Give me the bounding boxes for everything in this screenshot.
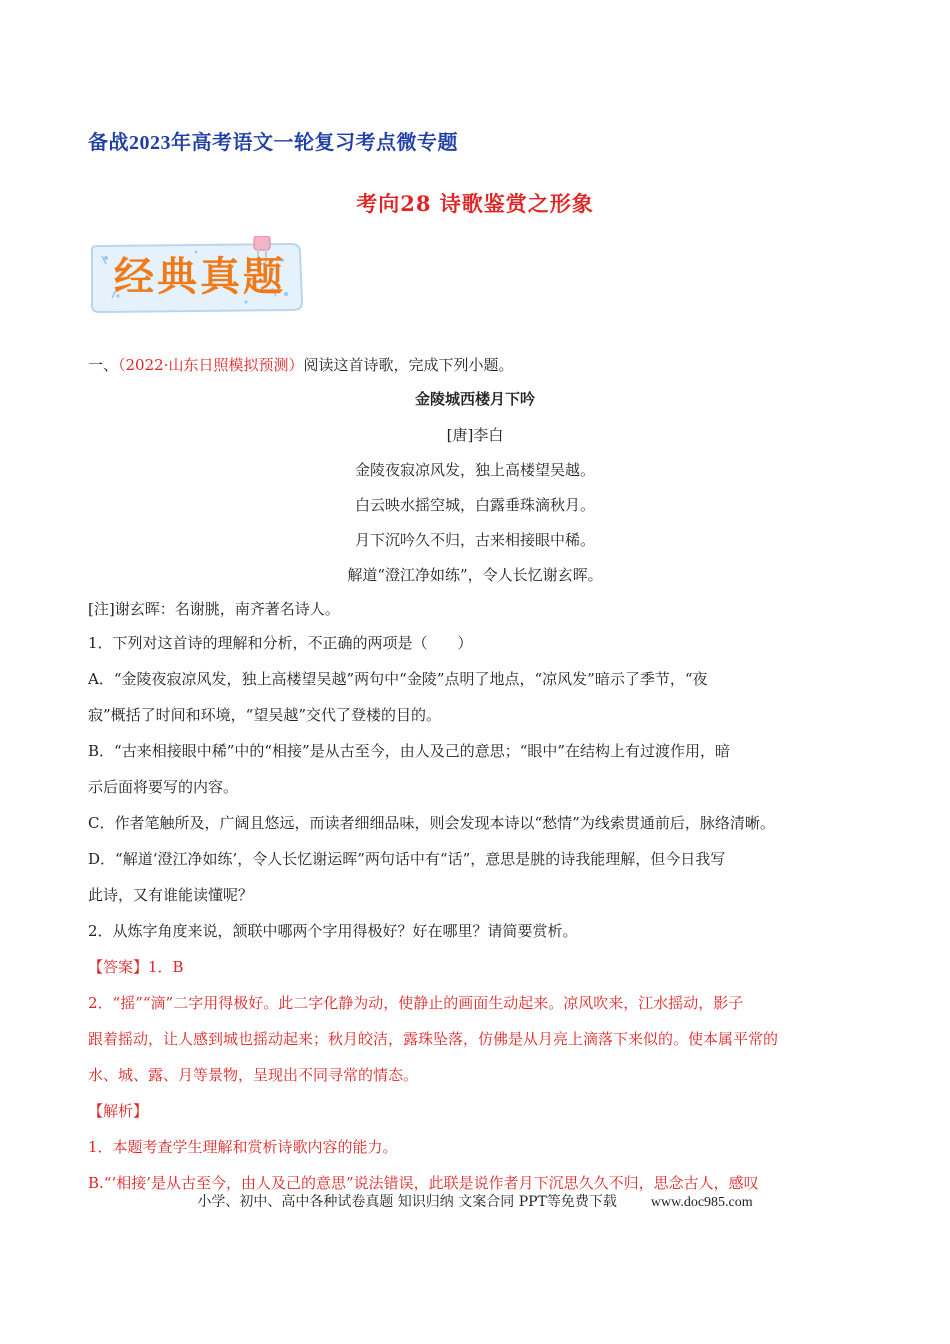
q1-stem: 1．下列对这首诗的理解和分析，不正确的两项是（ ） — [88, 634, 473, 652]
section-banner — [86, 236, 308, 318]
q1-option-b: B．“古来相接眼中稀”中的“相接”是从古至今，由人及己的意思；“眼中”在结构上有过渡作用，暗 — [88, 742, 731, 760]
poem-line: 白云映水摇空城，白露垂珠滴秋月。 — [354, 496, 595, 514]
q1-option-d-cont: 此诗，又有谁能读懂呢？ — [88, 886, 254, 904]
topic-title: 考向28 诗歌鉴赏之形象 — [356, 191, 594, 216]
poem-title: 金陵城西楼月下吟 — [414, 390, 535, 408]
q1-option-b-cont: 示后面将要写的内容。 — [88, 778, 239, 796]
q2-stem: 2．从炼字角度来说，颔联中哪两个字用得极好？好在哪里？请简要赏析。 — [88, 922, 578, 940]
question-source: （2022·山东日照模拟预测） — [118, 356, 304, 374]
answer-row — [88, 949, 868, 986]
answer-2-line: 水、城、露、月等景物，呈现出不同寻常的情态。 — [88, 1066, 419, 1084]
answer-label: 【答案】 — [88, 958, 149, 976]
analysis-line: B.“‘相接’是从古至今，由人及己的意思”说法错误，此联是说作者月下沉思久久不归，思念古人，感叹 — [88, 1174, 759, 1192]
poem-line: 月下沉吟久不归，古来相接眼中稀。 — [354, 531, 595, 549]
answer-2-line: 跟着摇动，让人感到城也摇动起来；秋月皎洁，露珠坠落，仿佛是从月亮上滴落下来似的。使本属平常的 — [88, 1030, 779, 1048]
answer-1: 1．B — [148, 958, 184, 976]
banner-text: 经典真题 — [114, 254, 286, 300]
footer-text: 小学、初中、高中各种试卷真题 知识归纳 文案合同 PPT等免费下载 — [197, 1194, 617, 1210]
question-intro — [88, 354, 513, 375]
poem-line: 金陵夜寂凉风发，独上高楼望吴越。 — [354, 461, 595, 479]
footer-site-link[interactable]: www.doc985.com — [650, 1195, 753, 1210]
q1-option-a-cont: 寂”概括了时间和环境，“望吴越”交代了登楼的目的。 — [88, 706, 442, 724]
page-footer — [0, 1191, 950, 1211]
series-title: 备战2023年高考语文一轮复习考点微专题 — [88, 132, 458, 154]
analysis-label: 【解析】 — [88, 1102, 149, 1120]
poem-line: 解道“澄江净如练”，令人长忆谢玄晖。 — [347, 566, 603, 584]
analysis-line: 1．本题考查学生理解和赏析诗歌内容的能力。 — [88, 1138, 398, 1156]
poem-author: [唐]李白 — [446, 426, 504, 444]
q1-option-d: D．“解道‘澄江净如练’，令人长忆谢运晖”两句话中有“话”，意思是朓的诗我能理解，但今日我写 — [88, 850, 726, 868]
answer-2-line: 2．“摇”“滴”二字用得极好。此二字化静为动，使静止的画面生动起来。凉风吹来，江水摇动，影子 — [88, 994, 744, 1012]
question-number: 一、 — [88, 356, 119, 374]
poem-note: [注]谢玄晖：名谢朓，南齐著名诗人。 — [88, 600, 340, 618]
q1-option-c: C．作者笔触所及，广阔且悠远，而读者细细品味，则会发现本诗以“愁情”为线索贯通前后，脉络清晰。 — [88, 814, 775, 832]
question-instruction: 阅读这首诗歌，完成下列小题。 — [303, 356, 514, 374]
q1-option-a: A．“金陵夜寂凉风发，独上高楼望吴越”两句中“金陵”点明了地点，“凉风发”暗示了季节，“夜 — [88, 670, 708, 688]
